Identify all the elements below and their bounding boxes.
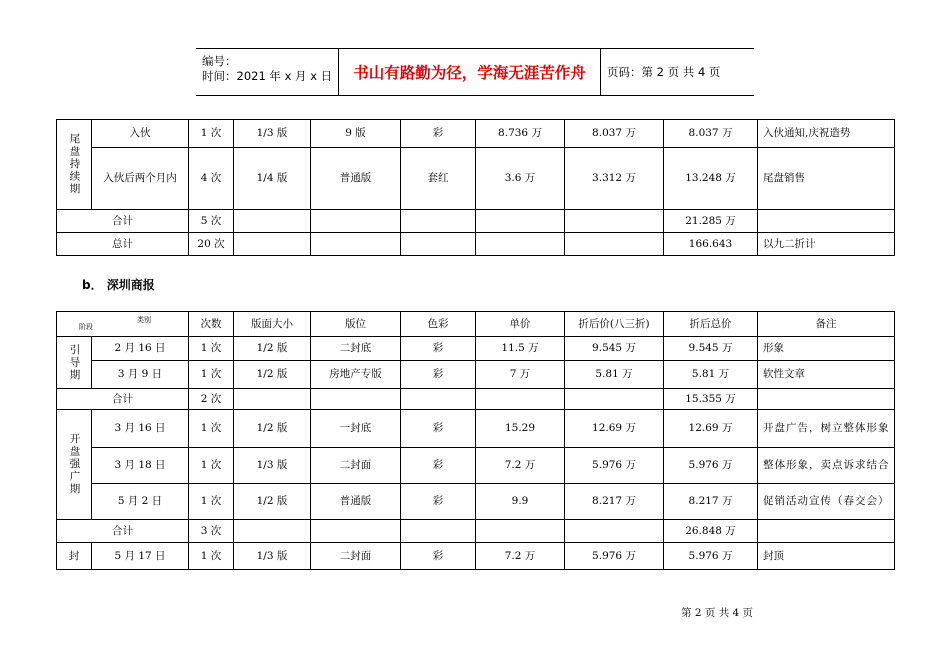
column-header: 次数 [189,312,234,337]
table-cell: 1 次 [189,361,234,389]
table-cell [234,389,311,410]
table-cell: 8.037 万 [565,120,664,148]
table-cell: 3.6 万 [476,148,565,210]
table-cell: 3 月 18 日 [92,448,189,484]
table-cell [758,520,895,543]
subtotal-row [57,210,895,233]
table-cell: 1/4 版 [234,148,311,210]
table-cell: 5.976 万 [664,448,758,484]
grand-total-note: 以九二折计 [758,233,895,256]
table-cell: 1/3 版 [234,448,311,484]
table-cell: 7.2 万 [476,448,565,484]
table-cell: 彩 [401,361,476,389]
table-cell: 1/2 版 [234,361,311,389]
table-cell [476,389,565,410]
table-cell: 5.81 万 [664,361,758,389]
table-cell: 8.736 万 [476,120,565,148]
table-cell: 二封面 [311,543,401,570]
table-cell: 8.217 万 [565,484,664,520]
table-cell: 2 月 16 日 [92,337,189,361]
table-cell [401,389,476,410]
table-row [57,543,895,570]
table-cell: 房地产专版 [311,361,401,389]
table-cell [234,233,311,256]
table-cell [311,210,401,233]
table-cell: 12.69 万 [565,410,664,448]
column-header: 折后总价 [664,312,758,337]
table-cell: 9.545 万 [565,337,664,361]
column-header: 版位 [311,312,401,337]
table-cell: 13.248 万 [664,148,758,210]
corner-header [57,312,189,337]
table-cell: 尾盘销售 [758,148,895,210]
column-header: 色彩 [401,312,476,337]
table-cell: 1/2 版 [234,337,311,361]
subtotal-label: 合计 [57,389,189,410]
table-cell: 1/2 版 [234,484,311,520]
table-cell: 入伙后两个月内 [92,148,189,210]
table-cell: 入伙 [92,120,189,148]
table-cell [401,233,476,256]
subtotal-count: 3 次 [189,520,234,543]
table-row [57,361,895,389]
subtotal-count: 2 次 [189,389,234,410]
table-cell: 开盘广告，树立整体形象 [758,410,895,448]
subtotal-total: 26.848 万 [664,520,758,543]
grand-total-value: 166.643 [664,233,758,256]
table-cell: 5 月 2 日 [92,484,189,520]
table-cell [311,389,401,410]
media-plan-table-continued [56,119,895,256]
table-row [57,410,895,448]
table-cell: 形象 [758,337,895,361]
column-header: 版面大小 [234,312,311,337]
page-header [196,48,754,96]
table-row [57,148,895,210]
header-meta [196,49,339,95]
table-cell: 1 次 [189,484,234,520]
corner-phase: 阶段 [79,323,93,331]
subtotal-total: 21.285 万 [664,210,758,233]
table-cell: 普通版 [311,484,401,520]
table-row [57,484,895,520]
table-cell: 促销活动宣传（春交会） [758,484,895,520]
table-cell [401,520,476,543]
table-cell: 二封底 [311,337,401,361]
header-row [57,312,895,337]
table-cell [758,389,895,410]
table-cell: 5 月 17 日 [92,543,189,570]
table-cell: 1 次 [189,448,234,484]
table-cell: 彩 [401,448,476,484]
table-cell [565,233,664,256]
column-header: 备注 [758,312,895,337]
table-cell: 1 次 [189,410,234,448]
table-cell: 8.217 万 [664,484,758,520]
table-cell: 7 万 [476,361,565,389]
table-cell [476,233,565,256]
table-cell: 软性文章 [758,361,895,389]
phase-cell: 封 [57,543,92,570]
subtotal-label: 合计 [57,210,189,233]
table-cell: 整体形象，卖点诉求结合 [758,448,895,484]
table-cell: 普通版 [311,148,401,210]
phase-cell: 开盘强广期 [57,410,92,520]
table-cell: 5.81 万 [565,361,664,389]
table-cell: 12.69 万 [664,410,758,448]
table-cell: 9.9 [476,484,565,520]
table-cell [758,210,895,233]
table-cell: 彩 [401,484,476,520]
time-label: 时间：2021 年 x 月 x 日 [202,69,333,83]
table-cell: 封顶 [758,543,895,570]
table-cell [401,210,476,233]
shenzhen-commercial-news-table [56,311,895,570]
table-cell [565,389,664,410]
table-cell: 1 次 [189,337,234,361]
column-header: 单价 [476,312,565,337]
table-cell: 彩 [401,410,476,448]
table-cell: 8.037 万 [664,120,758,148]
phase-cell: 引导期 [57,337,92,389]
grand-total-row [57,233,895,256]
table-cell: 4 次 [189,148,234,210]
table-cell [565,210,664,233]
table-cell: 11.5 万 [476,337,565,361]
table-cell: 1/3 版 [234,120,311,148]
table-cell [476,520,565,543]
table-cell [234,520,311,543]
table-cell: 彩 [401,543,476,570]
column-header: 折后价(八三折) [565,312,664,337]
table-cell: 15.29 [476,410,565,448]
table-cell: 7.2 万 [476,543,565,570]
table-cell: 入伙通知,庆祝造势 [758,120,895,148]
subtotal-label: 合计 [57,520,189,543]
table-cell: 彩 [401,337,476,361]
grand-total-count: 20 次 [189,233,234,256]
table-cell [476,210,565,233]
table-row [57,337,895,361]
table-cell: 套红 [401,148,476,210]
table-cell [311,233,401,256]
table-cell: 9 版 [311,120,401,148]
table-cell: 一封底 [311,410,401,448]
table-cell [311,520,401,543]
table-cell: 二封面 [311,448,401,484]
table-cell: 3 月 9 日 [92,361,189,389]
table-cell: 3 月 16 日 [92,410,189,448]
table-row [57,448,895,484]
subtotal-row [57,389,895,410]
table-cell [234,210,311,233]
subtotal-count: 5 次 [189,210,234,233]
table-cell: 9.545 万 [664,337,758,361]
grand-total-label: 总计 [57,233,189,256]
table-cell: 彩 [401,120,476,148]
table-cell: 1 次 [189,543,234,570]
section-heading: b． 深圳商报 [82,278,155,292]
corner-category: 类别 [137,316,151,324]
header-page-code: 页码：第 2 页 共 4 页 [607,65,721,79]
table-cell: 1 次 [189,120,234,148]
number-label: 编号： [202,54,237,68]
table-cell: 1/3 版 [234,543,311,570]
table-cell: 3.312 万 [565,148,664,210]
header-motto: 书山有路勤为径，学海无涯苦作舟 [339,49,601,95]
table-row [57,120,895,148]
table-cell [565,520,664,543]
table-cell: 5.976 万 [565,448,664,484]
subtotal-row [57,520,895,543]
table-cell: 5.976 万 [565,543,664,570]
phase-cell: 尾盘持续期 [57,120,92,210]
table-cell: 1/2 版 [234,410,311,448]
table-cell: 5.976 万 [664,543,758,570]
page-footer: 第 2 页 共 4 页 [681,607,754,619]
subtotal-total: 15.355 万 [664,389,758,410]
